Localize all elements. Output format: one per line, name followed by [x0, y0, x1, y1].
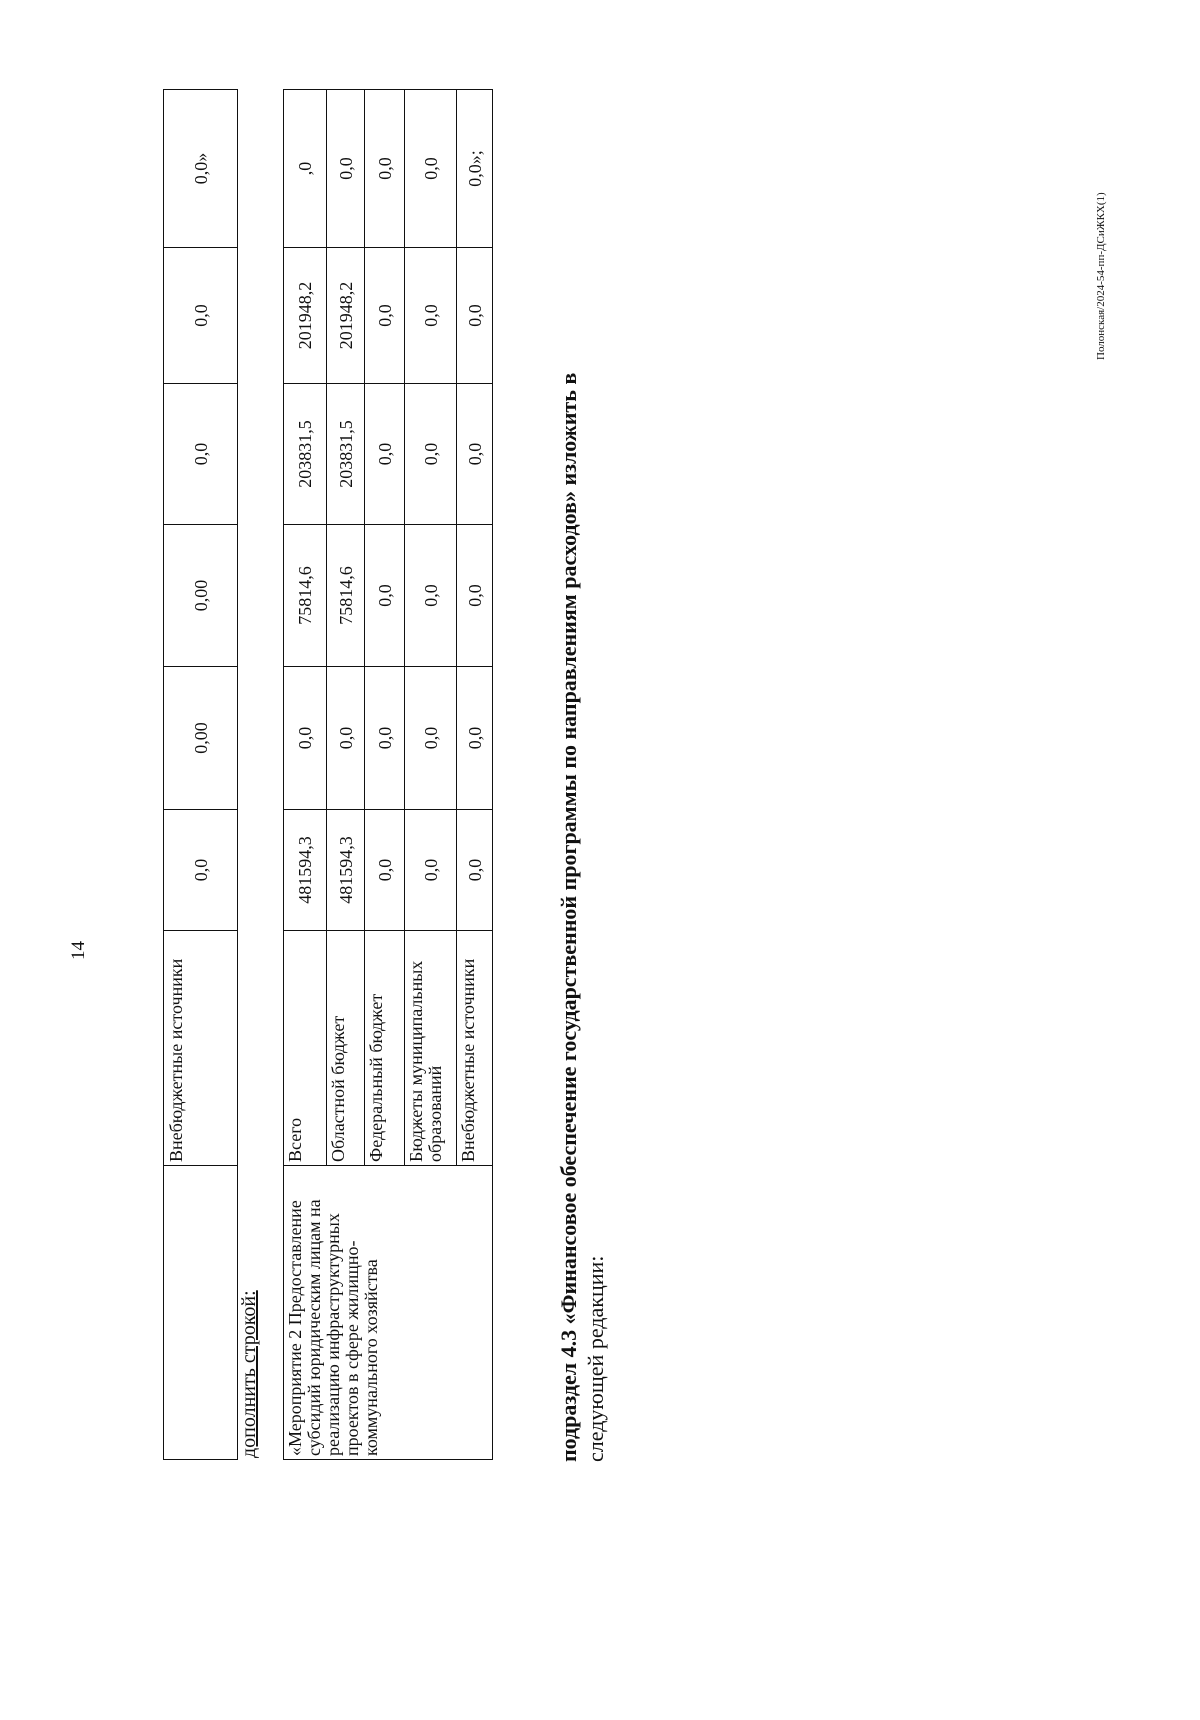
table-cell-value: 0,0 [365, 667, 405, 810]
table-cell-value: 0,0 [164, 810, 238, 931]
table-cell-value: 75814,6 [327, 525, 365, 667]
table-cell-value: 0,0 [405, 384, 457, 525]
table-cell-value: 0,0 [405, 810, 457, 931]
table-cell-source: Внебюджетные источники [457, 931, 493, 1166]
table-cell-value: 0,0 [327, 667, 365, 810]
table-cell-value: 0,0 [365, 90, 405, 248]
measure-table [283, 89, 493, 1460]
intro-text: дополнить строкой: [238, 1290, 260, 1458]
table-cell-value: 0,0 [457, 525, 493, 667]
footer-code: Полонская/2024-54-пп-ДСиЖКХ(1) [1095, 192, 1107, 360]
table-cell-value: 0,0 [405, 667, 457, 810]
table-cell-value: 0,0 [284, 667, 327, 810]
table-cell-value: 0,0 [457, 384, 493, 525]
table-cell-source: Федеральный бюджет [365, 931, 405, 1166]
table-row [164, 90, 238, 1460]
table-cell-value: 201948,2 [284, 248, 327, 384]
table-cell-value: 0,0 [405, 525, 457, 667]
table-cell-value: 203831,5 [327, 384, 365, 525]
table-cell-value: 0,0 [327, 90, 365, 248]
table-cell-value: 0,0 [457, 248, 493, 384]
bottom-paragraph-line2: следующей редакции: [583, 1255, 608, 1462]
table-cell-value: 481594,3 [327, 810, 365, 931]
table-cell-value: 0,0 [457, 667, 493, 810]
table-cell-value: 75814,6 [284, 525, 327, 667]
bottom-paragraph-line1: подраздел 4.3 «Финансовое обеспечение государственной программы по направлениям расходов» изложить в [556, 372, 581, 1462]
table-cell-value: 0,0»; [457, 90, 493, 248]
table-cell-value: 0,0 [164, 248, 238, 384]
table-cell-value: 0,0 [405, 90, 457, 248]
table-row [284, 90, 327, 1460]
measure-description: «Мероприятие 2 Предоставление субсидий юридическим лицам на реализацию инфраструктурных проектов в сфере жилищно-коммунального хозяйства [284, 1166, 493, 1460]
table-cell-value: 0,0 [365, 384, 405, 525]
continuation-table [163, 89, 238, 1460]
table-cell-empty [164, 1166, 238, 1460]
table-cell-value: 481594,3 [284, 810, 327, 931]
table-cell-value: 0,0» [164, 90, 238, 248]
table-cell-value: 203831,5 [284, 384, 327, 525]
table-cell-source: Внебюджетные источники [164, 931, 238, 1166]
table-cell-source: Бюджеты муниципальных образований [405, 931, 457, 1166]
table-cell-value: 0,0 [365, 525, 405, 667]
table-cell-value: 0,0 [457, 810, 493, 931]
table-cell-source: Всего [284, 931, 327, 1166]
table-cell-value: 0,0 [365, 810, 405, 931]
table-cell-value: 0,00 [164, 667, 238, 810]
table-cell-value: 0,0 [405, 248, 457, 384]
table-cell-source: Областной бюджет [327, 931, 365, 1166]
table-cell-value: 0,0 [164, 384, 238, 525]
page-number: 14 [68, 941, 89, 960]
table-cell-value: 0,0 [365, 248, 405, 384]
table-cell-value: 0,00 [164, 525, 238, 667]
bottom-paragraph [555, 92, 609, 1462]
table-cell-value: 201948,2 [327, 248, 365, 384]
table-cell-value: ,0 [284, 90, 327, 248]
